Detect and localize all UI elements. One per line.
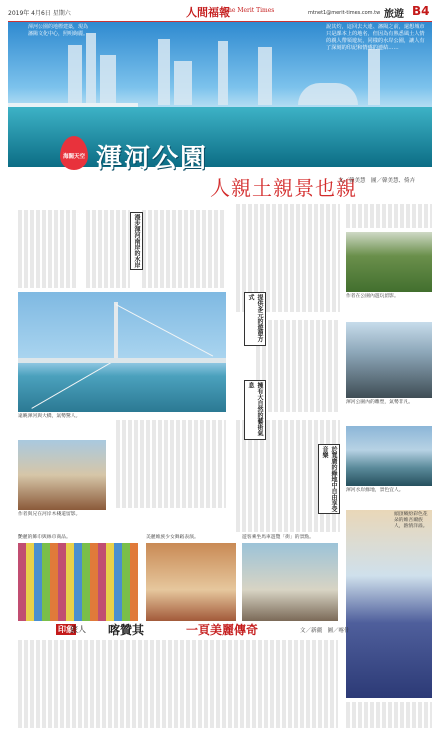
skyline-building — [368, 49, 380, 105]
article-title: 渾河公園 — [96, 144, 209, 174]
section-subhead: 擁有大自然的藝術氣息 — [244, 380, 266, 440]
bridge-deck — [18, 358, 226, 363]
hero-caption: 渾河公園的地標建築，現為瀋陽文化中心，照明絢麗。 — [28, 24, 89, 37]
sculpture-photo — [346, 322, 432, 398]
newspaper-logo: 人間福報 — [186, 6, 230, 19]
article2-title: 喀贊其 — [108, 623, 145, 637]
article2-byline: 文／新疆 圖／喀什 — [300, 628, 350, 634]
skyline-building — [174, 61, 192, 105]
contact-email: mtnet1@merit-times.com.tw — [308, 10, 381, 16]
article-byline: 文／韓美慧 圖／韓美慧、倚卉 — [338, 178, 416, 184]
park-tree-caption: 作者在公園內遊玩留影。 — [346, 294, 399, 299]
scarf-stall-photo — [18, 543, 138, 621]
skyline-building — [86, 33, 96, 105]
article-subtitle: 人親土親景也親 — [210, 176, 357, 200]
dancer-photo — [146, 543, 236, 621]
column-drop-badge: 海闊天空 — [60, 136, 88, 170]
article-body-column — [86, 210, 130, 288]
section-subhead: 提供多元的遊憩方式 — [244, 292, 266, 346]
article2-body — [18, 640, 338, 728]
culture-center-building — [298, 83, 358, 105]
skyline-building — [158, 39, 170, 105]
skyline-building — [100, 55, 116, 105]
performer-photo — [346, 510, 432, 698]
article-intro: 說其灼，這回去大連、瀋陽之前，還想城市只是課本上的地名，但因為有熟悉風土人情的親人帶領遊玩，同樣的水岸公園，讓人有了深刻的印記和情感的連結…… — [326, 24, 425, 51]
skyline-building — [218, 41, 228, 105]
article-body-column — [142, 210, 226, 288]
bridge-cable — [31, 358, 118, 409]
column-kicker-suffix: 旅人 — [70, 625, 86, 634]
page-number: B4 — [412, 4, 430, 18]
section-subhead: 於寬廣的綠地中自由享受音樂 — [318, 444, 340, 514]
riverbank-photo — [346, 426, 432, 486]
newspaper-logo-english: The Merit Times — [224, 7, 275, 14]
bridge-caption: 遠眺渾河與大橋，氣勢驚人。 — [18, 414, 81, 419]
skyline-building — [68, 45, 82, 105]
issue-date: 2019年 4月6日 星期六 — [8, 10, 71, 17]
dancer-caption: 美麗維族少女舞蹈表演。 — [146, 535, 199, 540]
riverbank-caption: 渾河水岸綠地，景色宜人。 — [346, 488, 404, 493]
horse-cart-caption: 遊客乘坐馬車遊覽「街」的景點。 — [242, 535, 314, 540]
column-kicker: 印象 — [58, 625, 74, 634]
bridge-cable — [90, 304, 213, 405]
performer-caption: 頭頂繽紛彩色花朵的維吾爾族人，熱情洋溢。 — [394, 512, 428, 529]
boardwalk-caption: 作者與兄在河岸木棧道留影。 — [18, 512, 81, 517]
article2-body — [346, 702, 432, 728]
bridge-photo — [18, 292, 226, 412]
article-body-column — [256, 320, 340, 412]
article-body-column — [18, 210, 76, 288]
article2-title-red: 一頁美麗傳奇 — [186, 623, 259, 637]
section-subhead: 漫步渾河南岸的水岸 — [130, 212, 143, 270]
article-body-column — [116, 420, 226, 508]
page-header — [8, 4, 432, 22]
section-name: 旅遊 — [384, 9, 404, 20]
boardwalk-photo — [18, 440, 106, 510]
skyline-building — [258, 47, 272, 105]
horse-cart-photo — [242, 543, 338, 621]
scarf-caption: 艷麗的飾巾與絲巾商品。 — [18, 535, 71, 540]
park-tree-photo — [346, 232, 432, 292]
sculpture-caption: 渾河公園內的雕塑，氣勢非凡。 — [346, 400, 414, 405]
article-body-column — [346, 204, 432, 228]
